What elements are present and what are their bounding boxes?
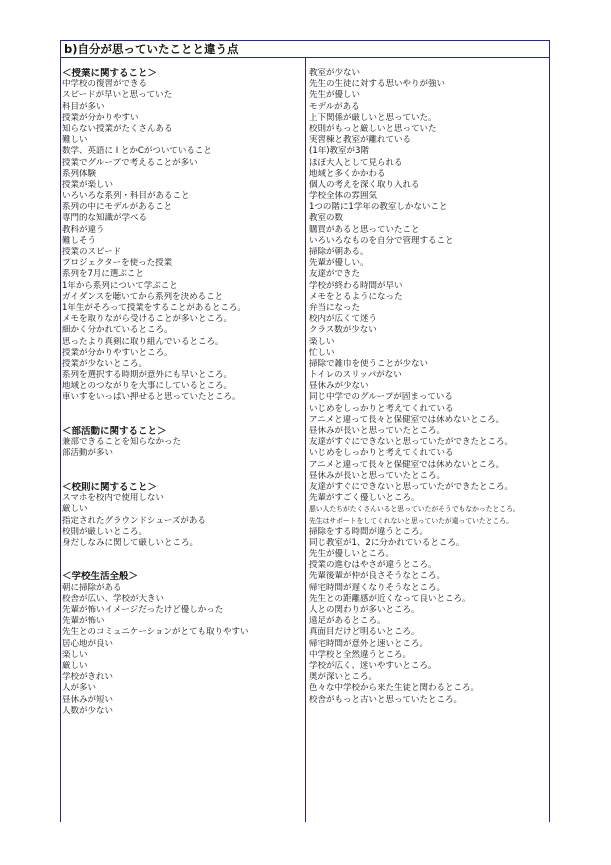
list-item: アニメと違って長々と保健室では休めないところ。 bbox=[309, 414, 505, 425]
list-item: 帰宅時間が意外と速いところ。 bbox=[309, 638, 429, 649]
list-item: 奥が深いところ。 bbox=[309, 672, 378, 683]
list-item: スピードが早いと思っていた bbox=[62, 90, 173, 101]
list-item: 人数が少ない bbox=[62, 705, 114, 716]
list-item: 楽しい bbox=[62, 649, 88, 660]
list-item: 先生の生徒に対する思いやりが強い bbox=[309, 79, 446, 90]
list-item: 友達がすぐにできないと思っていたができたところ。 bbox=[309, 481, 514, 492]
list-item: 身だしなみに関して厳しいところ。 bbox=[62, 537, 199, 548]
list-item: 昼休みが少ない bbox=[309, 381, 369, 392]
list-item: トイレのスリッパがない bbox=[309, 370, 402, 381]
list-item: 地域と多くかかわる bbox=[309, 168, 386, 179]
list-item: 忙しい bbox=[309, 347, 335, 358]
list-item: 先輩が優しい。 bbox=[309, 258, 369, 269]
section-heading: ＜学校生活全般＞ bbox=[62, 571, 139, 583]
list-item: いじめをしっかりと考えてくれている bbox=[309, 448, 454, 459]
list-item: 先輩がすごく優しいところ。 bbox=[309, 493, 420, 504]
list-item: 校舎がもっと古いと思っていたところ。 bbox=[309, 694, 463, 705]
list-item: 掃除で雑巾を使うことが少ない bbox=[309, 358, 429, 369]
list-item: 学校が終わる時間が早い bbox=[309, 280, 403, 291]
list-item: 兼部できることを知らなかった bbox=[62, 437, 182, 448]
list-item: クラス数が少ない bbox=[309, 325, 377, 336]
list-item: 先生が優しいところ。 bbox=[309, 549, 395, 560]
list-item: 授業のスピード bbox=[62, 247, 122, 257]
list-item: (1年)教室が3階 bbox=[309, 146, 369, 157]
list-item: 部活動が多い bbox=[62, 448, 114, 459]
list-item: 知らない授業がたくさんある bbox=[62, 123, 173, 134]
list-item: 車いすをいっぱい押せると思っていたところ。 bbox=[62, 392, 241, 403]
section-heading: ＜授業に関すること＞ bbox=[62, 68, 158, 79]
list-item: 授業が楽しい bbox=[62, 179, 114, 190]
list-item: 先生はサポートをしてくれないと思っていたが違っていたところ。 bbox=[309, 516, 513, 525]
list-item: 朝に掃除がある bbox=[62, 582, 122, 593]
list-item: 授業でグループで考えることが多い bbox=[62, 157, 198, 168]
list-item: 授業が分かりやすいところ。 bbox=[62, 347, 173, 358]
list-item: 個人の考えを深く取り入れる bbox=[309, 179, 420, 190]
list-item: 専門的な知識が学べる bbox=[62, 213, 148, 224]
list-item: 友達ができた bbox=[309, 269, 361, 280]
list-item: 帰宅時間が遅くなりそうなところ。 bbox=[309, 582, 446, 593]
list-item: 数学、英語に I とかCがついていること bbox=[62, 146, 212, 157]
list-item: 同じ中学でのグループが固まっている bbox=[309, 392, 453, 403]
list-item: 学校がきれい bbox=[62, 672, 114, 683]
section-spacer bbox=[62, 460, 302, 482]
list-item: 指定されたグラウンドシューズがある bbox=[62, 515, 206, 526]
list-item: 昼休みが長いと思っていたところ。 bbox=[309, 470, 446, 481]
list-item: 細かく分かれているところ。 bbox=[62, 325, 173, 336]
list-item: 掃除をする時間が違うところ。 bbox=[309, 526, 429, 537]
list-item: いろいろなものを自分で管理すること bbox=[309, 235, 454, 246]
list-item: 厳しい bbox=[62, 660, 88, 671]
list-item: 友達がすぐにできないと思っていたができたところ。 bbox=[309, 437, 514, 448]
page-title: b)自分が思っていたことと違う点 bbox=[64, 42, 239, 56]
list-item: スマホを校内で使用しない bbox=[62, 493, 164, 504]
list-item: 居心地が良い bbox=[62, 638, 114, 649]
list-item: 先生が優しい bbox=[309, 90, 361, 101]
list-item: アニメと違って長々と保健室では休めないところ。 bbox=[309, 459, 505, 470]
list-item: 購買があると思っていたこと bbox=[309, 224, 420, 235]
list-item: 地域とのつながりを大事にしているところ。 bbox=[62, 381, 233, 392]
section-heading: ＜校則に関すること＞ bbox=[62, 481, 158, 493]
left-column bbox=[62, 68, 302, 717]
list-item: 難しい bbox=[62, 135, 88, 146]
list-item: 学校が広く、迷いやすいところ。 bbox=[309, 660, 437, 671]
list-item: 先生とのコミュニケーションがとても取りやすい bbox=[62, 627, 249, 638]
list-item: モデルがある bbox=[309, 101, 360, 112]
list-item: 系列を選択する時期が意外にも早いところ。 bbox=[62, 370, 233, 381]
list-item: 真面目だけど明るいところ。 bbox=[309, 627, 420, 638]
list-item: 中学校の復習ができる bbox=[62, 79, 148, 90]
list-item: 校則がもっと厳しいと思っていた bbox=[309, 123, 437, 134]
list-item: 1年から系列について学ぶこと bbox=[62, 280, 178, 291]
list-item: 掃除が朝ある。 bbox=[309, 247, 369, 257]
list-item: 授業が少ないところ。 bbox=[62, 358, 148, 369]
list-item: 色々な中学校から来た生徒と関わるところ。 bbox=[309, 683, 480, 694]
list-item: 1つの階に1学年の教室しかないこと bbox=[309, 202, 448, 213]
list-item: 先生との距離感が近くなって良いところ。 bbox=[309, 593, 471, 604]
list-item: 人との関わりが多いところ。 bbox=[309, 605, 420, 615]
list-item: 教室が少ない bbox=[309, 68, 361, 78]
list-item: いろいろな系列・科目があること bbox=[62, 191, 190, 202]
list-item: 厳しい bbox=[62, 504, 88, 515]
list-item: 思ったより真剣に取り組んでいるところ。 bbox=[62, 336, 224, 347]
list-item: 系列の中にモデルがあること bbox=[62, 202, 173, 213]
list-item: 先輩後輩が仲が良さそうなところ。 bbox=[309, 571, 446, 582]
section-heading: ＜部活動に関すること＞ bbox=[62, 426, 167, 438]
list-item: 教科が違う bbox=[62, 224, 105, 235]
list-item: 人が多い bbox=[62, 683, 97, 694]
list-item: 悪い人たちがたくさんいると思っていたがそうでもなかったところ。 bbox=[309, 505, 520, 514]
list-item: 系列体験 bbox=[62, 168, 97, 179]
list-item: 先輩が怖いイメージだったけど優しかった bbox=[62, 605, 224, 616]
list-item: 校舎が広い、学校が大きい bbox=[62, 593, 165, 604]
list-item: 弁当になった bbox=[309, 302, 361, 313]
list-item: 上下関係が厳しいと思っていた。 bbox=[309, 112, 437, 123]
list-item: 学校全体の雰囲気 bbox=[309, 191, 378, 202]
list-item: 教室の数 bbox=[309, 213, 344, 224]
list-item: 昼休みが短い bbox=[62, 694, 114, 705]
column-divider bbox=[305, 58, 306, 822]
right-column bbox=[309, 68, 549, 706]
list-item: いじめをしっかりと考えてくれている bbox=[309, 403, 454, 414]
list-item: 校内が広くて迷う bbox=[309, 314, 378, 325]
section-spacer bbox=[62, 404, 302, 426]
list-item: ガイダンスを聴いてから系列を決めること bbox=[62, 291, 224, 302]
list-item: 楽しい bbox=[309, 336, 335, 347]
list-item: 授業の進むはやさが違うところ。 bbox=[309, 560, 437, 571]
list-item: 昼休みが長いと思っていたところ。 bbox=[309, 426, 446, 436]
list-item: メモをとるようになった bbox=[309, 291, 403, 302]
list-item: 系列を7月に選ぶこと bbox=[62, 269, 144, 280]
list-item: 校則が厳しいところ。 bbox=[62, 526, 148, 537]
list-item: 遠足があるところ。 bbox=[309, 616, 386, 627]
list-item: 科目が多い bbox=[62, 101, 105, 112]
list-item: 実習棟と教室が離れている bbox=[309, 135, 412, 146]
section-spacer bbox=[62, 549, 302, 571]
list-item: 先輩が怖い bbox=[62, 616, 105, 627]
list-item: メモを取りながら受けることが多いところ。 bbox=[62, 314, 233, 325]
list-item: プロジェクターを使った授業 bbox=[62, 258, 173, 269]
list-item: 難しそう bbox=[62, 235, 97, 246]
list-item: 1年生がそろって授業をすることがあるところ。 bbox=[62, 302, 246, 313]
list-item: 授業が分かりやすい bbox=[62, 112, 139, 123]
list-item: ほぼ大人として見られる bbox=[309, 157, 403, 168]
list-item: 同じ教室が1、2に分かれているところ。 bbox=[309, 537, 465, 548]
list-item: 中学校と全然違うところ。 bbox=[309, 649, 412, 660]
